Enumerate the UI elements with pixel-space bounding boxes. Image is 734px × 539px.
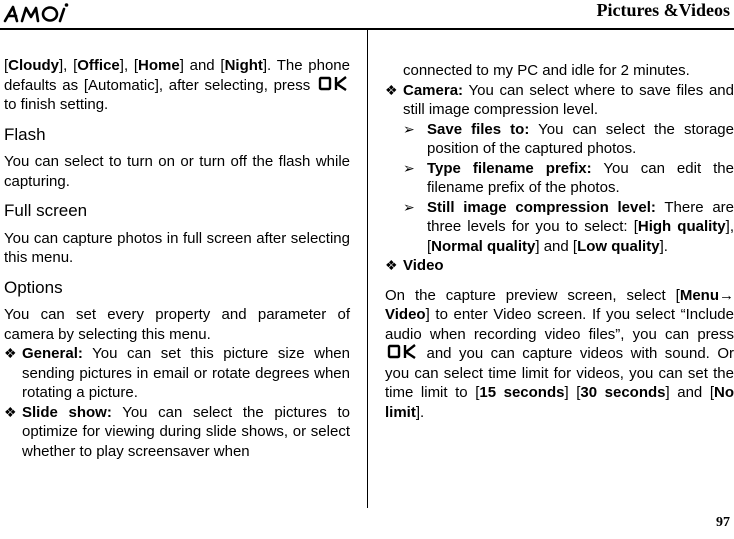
sub-bullet-save-files: ➢ Save files to: You can select the storage position of the captured photos. (403, 120, 734, 157)
video-text: On the capture preview screen, select [Menu→ Video] to enter Video screen. If you select “Include audio when recording video files”, you can press and you can capture videos with sound. Or you can select time limit for videos, you can set the time limit to [15 seconds] [30 seconds] and [No limit]. (385, 286, 734, 421)
arrow-bullet-icon: ➢ (403, 120, 415, 137)
amoi-logo (2, 2, 70, 24)
page-number: 97 (716, 515, 730, 530)
heading-options: Options (4, 277, 63, 297)
ok-key-icon (316, 76, 350, 92)
options-text: You can set every property and parameter of camera by selecting this menu. (4, 306, 350, 343)
bullet-slide-show: ❖ Slide show: You can select the pictures to optimize for viewing during slide shows, or select whether to play screensaver when (4, 403, 350, 460)
arrow-bullet-icon: ➢ (403, 198, 415, 215)
diamond-bullet-icon: ❖ (385, 257, 398, 273)
full-screen-text: You can capture photos in full screen after selecting this menu. (4, 229, 350, 266)
heading-full-screen: Full screen (4, 201, 88, 220)
diamond-bullet-icon: ❖ (4, 403, 17, 420)
sub-bullet-filename-prefix: ➢ Type filename prefix: You can edit the filename prefix of the photos. (403, 159, 734, 196)
heading-flash: Flash (4, 124, 46, 144)
sub-bullet-compression: ➢ Still image compression level: There are three levels for you to select: [High quality], [Normal quality] and [Low quality]. (403, 198, 734, 255)
paragraph-white-balance: [Cloudy], [Office], [Home] and [Night]. The phone defaults as [Automatic], after selecting, press to finish setting. (4, 57, 350, 113)
ok-key-icon (385, 344, 419, 360)
diamond-bullet-icon: ❖ (385, 81, 398, 98)
right-column (385, 61, 734, 422)
bullet-general: ❖ General: You can set this picture size when sending pictures in email or rotate degrees when rotating a picture. (4, 345, 350, 401)
arrow-bullet-icon: ➢ (403, 159, 415, 176)
diamond-bullet-icon: ❖ (4, 345, 17, 361)
bullet-video: ❖ Video (385, 257, 444, 274)
bullet-camera: ❖ Camera: You can select where to save files and still image compression level. (385, 81, 734, 118)
slide-show-continued: connected to my PC and idle for 2 minutes. (403, 62, 690, 79)
flash-text: You can select to turn on or turn off the flash while capturing. (4, 153, 350, 190)
page-header-title: Pictures &Videos (596, 0, 730, 20)
column-divider (367, 30, 368, 508)
left-column (4, 56, 350, 461)
